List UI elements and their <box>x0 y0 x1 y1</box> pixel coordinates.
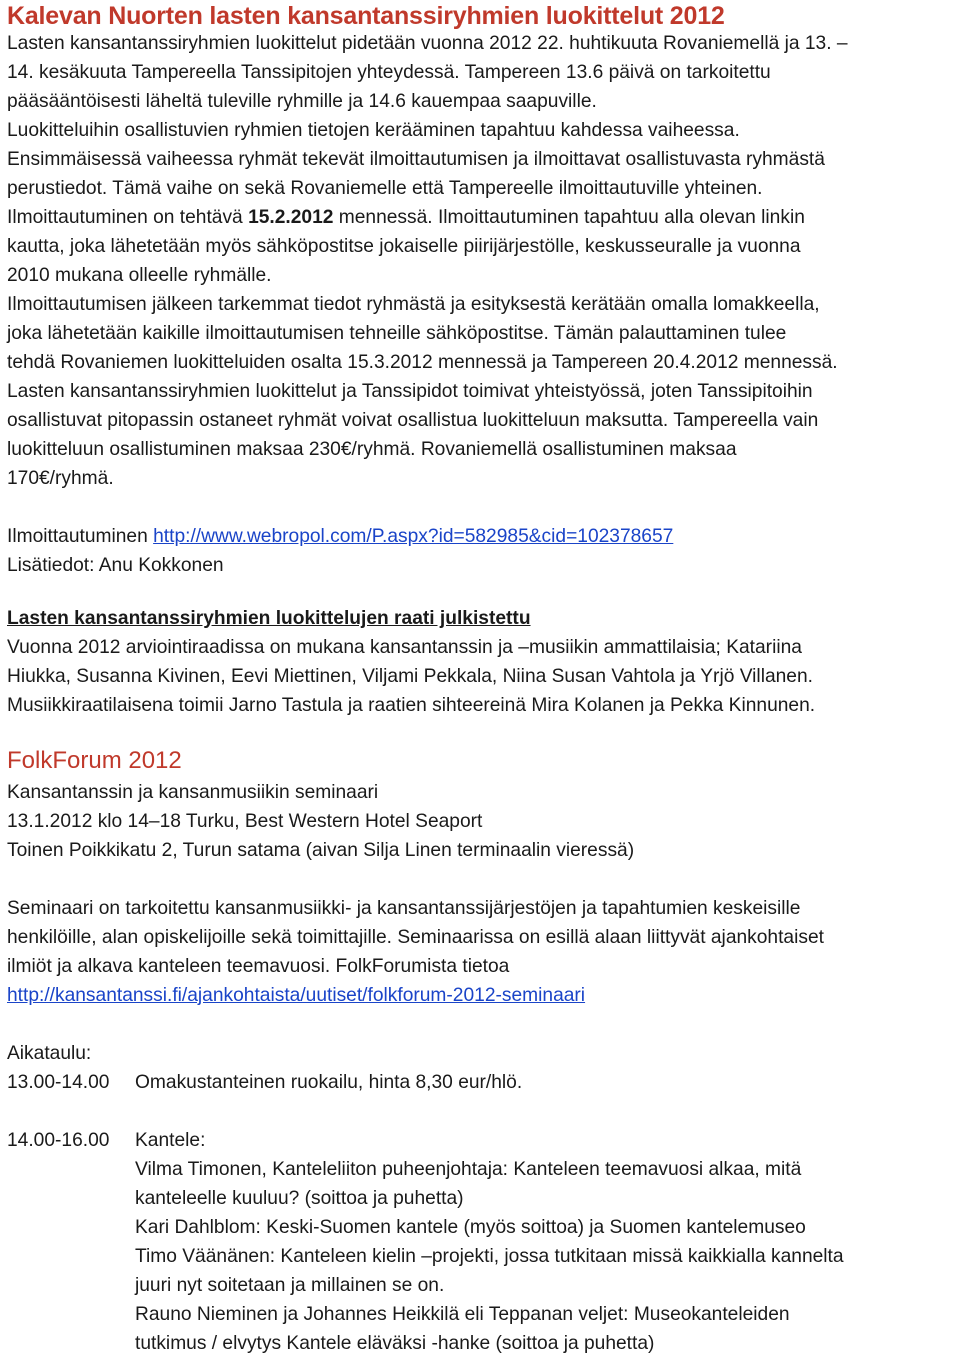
section-title-raati: Lasten kansantanssiryhmien luokittelujen raati julkistettu <box>7 608 531 629</box>
folkforum-info <box>7 778 955 865</box>
schedule-text: juuri nyt soitetaan ja millainen se on. <box>135 1275 445 1296</box>
schedule-time: 14.00-16.00 <box>7 1130 110 1151</box>
folkforum-description <box>7 894 955 1010</box>
schedule-text: tutkimus / elvytys Kantele eläväksi -hanke (soittoa ja puhetta) <box>135 1333 655 1354</box>
body-line: 170€/ryhmä. <box>7 468 114 489</box>
info-line: Toinen Poikkikatu 2, Turun satama (aivan Silja Linen terminaalin vieressä) <box>7 840 635 861</box>
schedule-text: kanteleelle kuuluu? (soittoa ja puhetta) <box>135 1188 464 1209</box>
registration-link[interactable]: http://www.webropol.com/P.aspx?id=582985&cid=102378657 <box>153 526 674 547</box>
body-line: osallistuvat pitopassin ostaneet ryhmät voivat osallistua luokitteluun maksutta. Tampereella vain <box>7 410 819 431</box>
deadline-suffix: mennessä. Ilmoittautuminen tapahtuu alla olevan linkin <box>333 207 805 228</box>
schedule-row <box>7 1068 955 1097</box>
body-line: Lasten kansantanssiryhmien luokittelut ja Tanssipidot toimivat yhteistyössä, joten Tanssipitoihin <box>7 381 813 402</box>
section1-body <box>7 29 955 493</box>
body-line: Luokitteluihin osallistuvien ryhmien tietojen kerääminen tapahtuu kahdessa vaiheessa. <box>7 120 740 141</box>
schedule-time: 13.00-14.00 <box>7 1072 110 1093</box>
body-line: 14. kesäkuuta Tampereella Tanssipitojen yhteydessä. Tampereen 13.6 päivä on tarkoitettu <box>7 62 771 83</box>
body-line: Seminaari on tarkoitettu kansanmusiikki- ja kansantanssijärjestöjen ja tapahtumien keskeisille <box>7 898 801 919</box>
link-line <box>7 981 955 1010</box>
schedule-text: Kantele: <box>135 1130 206 1151</box>
registration-label: Ilmoittautuminen <box>7 526 154 547</box>
body-line: luokitteluun osallistuminen maksaa 230€/ryhmä. Rovaniemellä osallistuminen maksaa <box>7 439 737 460</box>
registration-line <box>7 522 955 551</box>
deadline-line <box>7 203 955 232</box>
body-line: Ilmoittautumisen jälkeen tarkemmat tiedot ryhmästä ja esityksestä kerätään omalla lomakkeella, <box>7 294 820 315</box>
body-line: pääsääntöisesti läheltä tuleville ryhmille ja 14.6 kauempaa saapuville. <box>7 91 597 112</box>
body-line: Hiukka, Susanna Kivinen, Eevi Miettinen, Viljami Pekkala, Niina Susan Vahtola ja Yrjö Villanen. <box>7 666 813 687</box>
schedule-text: Rauno Nieminen ja Johannes Heikkilä eli Teppanan veljet: Museokanteleiden <box>135 1304 790 1325</box>
schedule-heading: Aikataulu: <box>7 1043 92 1064</box>
body-line: Vuonna 2012 arviointiraadissa on mukana kansantanssin ja –musiikin ammattilaisia; Katariina <box>7 637 802 658</box>
deadline-prefix: Ilmoittautuminen on tehtävä <box>7 207 249 228</box>
section-title-luokittelut: Kalevan Nuorten lasten kansantanssiryhmien luokittelut 2012 <box>7 2 725 30</box>
schedule-text: Timo Väänänen: Kanteleen kielin –projekti, jossa tutkitaan missä kaikkialla kannelta <box>135 1246 844 1267</box>
schedule-text: Kari Dahlblom: Keski-Suomen kantele (myös soittoa) ja Suomen kantelemuseo <box>135 1217 806 1238</box>
body-line: 2010 mukana olleelle ryhmälle. <box>7 265 272 286</box>
schedule-label <box>7 1039 955 1068</box>
schedule-text: Omakustanteinen ruokailu, hinta 8,30 eur/hlö. <box>135 1072 523 1093</box>
body-line: joka lähetetään kaikille ilmoittautumisen tehneille sähköpostitse. Tämän palauttaminen tulee <box>7 323 787 344</box>
body-line: Ensimmäisessä vaiheessa ryhmät tekevät ilmoittautumisen ja ilmoittavat osallistuvasta ryhmästä <box>7 149 825 170</box>
body-line: perustiedot. Tämä vaihe on sekä Rovaniemelle että Tampereelle ilmoittautuville yhteinen. <box>7 178 763 199</box>
folkforum-link[interactable]: http://kansantanssi.fi/ajankohtaista/uutiset/folkforum-2012-seminaari <box>7 985 586 1006</box>
section2 <box>7 604 955 720</box>
body-line: ilmiöt ja alkava kanteleen teemavuosi. FolkForumista tietoa <box>7 956 510 977</box>
schedule-text: Vilma Timonen, Kanteleliiton puheenjohtaja: Kanteleen teemavuosi alkaa, mitä <box>135 1159 802 1180</box>
body-line: Musiikkiraatilaisena toimii Jarno Tastula ja raatien sihteereinä Mira Kolanen ja Pekka Kinnunen. <box>7 695 816 716</box>
contact-line: Lisätiedot: Anu Kokkonen <box>7 555 224 576</box>
registration-block <box>7 522 955 580</box>
body-line: henkilöille, alan opiskelijoille sekä toimittajille. Seminaarissa on esillä alaan liittyvät ajankohtaiset <box>7 927 824 948</box>
info-line: 13.1.2012 klo 14–18 Turku, Best Western Hotel Seaport <box>7 811 483 832</box>
info-line: Kansantanssin ja kansanmusiikin seminaari <box>7 782 379 803</box>
body-line: Lasten kansantanssiryhmien luokittelut pidetään vuonna 2012 22. huhtikuuta Rovaniemellä ja 13. – <box>7 33 848 54</box>
deadline-date: 15.2.2012 <box>248 207 334 228</box>
body-line: tehdä Rovaniemen luokitteluiden osalta 15.3.2012 mennessä ja Tampereen 20.4.2012 mennessä. <box>7 352 838 373</box>
body-line: kautta, joka lähetetään myös sähköpostitse jokaiselle piirijärjestölle, keskusseuralle ja vuonna <box>7 236 801 257</box>
section-title-folkforum: FolkForum 2012 <box>7 747 182 774</box>
